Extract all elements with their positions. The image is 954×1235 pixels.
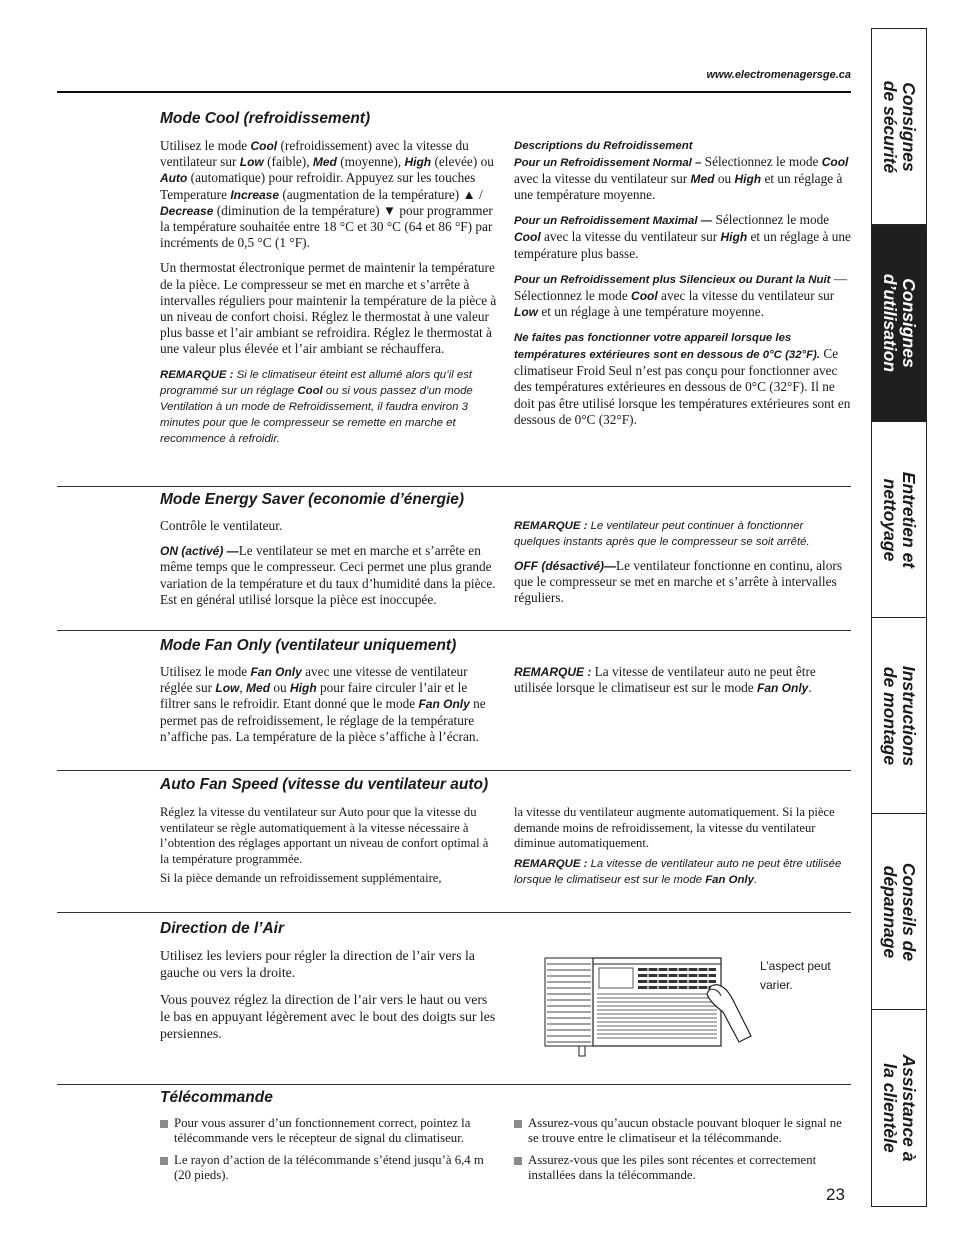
section-heading-fan: Mode Fan Only (ventilateur uniquement) bbox=[160, 637, 457, 654]
tab-consignes-utilisation[interactable]: Consignes d’utilisation bbox=[872, 225, 926, 422]
auto-note: REMARQUE : La vitesse de ventilateur auto ne peut être utilisée lorsque le climatiseur est sur le mode Fan Only. bbox=[514, 857, 842, 886]
auto-paragraph-right: la vitesse du ventilateur augmente automatiquement. Si la pièce demande moins de refroidissement, la vitesse du ventilateur diminue automatiquement. bbox=[514, 805, 835, 851]
energy-right-column bbox=[514, 518, 851, 616]
divider bbox=[57, 1084, 851, 1085]
air-paragraph-2: Vous pouvez réglez la direction de l’air vers le haut ou vers le bas en appuyant légèrement avec le bout des doigts sur les persiennes. bbox=[160, 992, 496, 1041]
energy-note: REMARQUE : Le ventilateur peut continuer à fonctionner quelques instants après que le compresseur se soit arrêté. bbox=[514, 520, 810, 548]
divider bbox=[57, 486, 851, 487]
air-left-column bbox=[160, 947, 497, 1051]
divider bbox=[57, 912, 851, 913]
cool-note: REMARQUE : Si le climatiseur éteint est allumé alors qu’il est programmé sur un réglage Cool ou si vous passez d’un mode Ventilation à un mode de Refroidissement, il faudra environ 3 minutes pour que le compresseur se remette en marche et recommence à refroidir. bbox=[160, 368, 473, 445]
tab-assistance-clientele[interactable]: Assistance à la clientèle bbox=[880, 1054, 919, 1162]
page-number: 23 bbox=[826, 1185, 845, 1204]
cool-maximal: Pour un Refroidissement Maximal — Sélectionnez le mode Cool avec la vitesse du ventilateur sur High et un réglage à une température plus basse. bbox=[514, 212, 851, 261]
bullet-square-icon bbox=[160, 1120, 168, 1128]
energy-on: ON (activé) —Le ventilateur se met en marche et s’arrête en même temps que le compresseur. Ceci permet une plus grande variation de la température et du taux d’humidité dans la pièce. Est en général utilisé lorsque la pièce est inoccupée. bbox=[160, 543, 496, 607]
energy-intro: Contrôle le ventilateur. bbox=[160, 518, 283, 533]
cool-left-column bbox=[160, 138, 497, 455]
air-conditioner-illustration bbox=[543, 950, 758, 1060]
cool-normal: Pour un Refroidissement Normal – Sélectionnez le mode Cool avec la vitesse du ventilateur sur Med ou High et un réglage à une température moyenne. bbox=[514, 154, 849, 203]
tab-conseils-depannage[interactable]: Conseils de dépannage bbox=[872, 814, 926, 1010]
cool-silent: Pour un Refroidissement plus Silencieux ou Durant la Nuit — Sélectionnez le mode Cool avec la vitesse du ventilateur sur Low et un réglage à une température moyenne. bbox=[514, 270, 848, 320]
list-item: Pour vous assurer d’un fonctionnement correct, pointez la télécommande vers le récepteur de signal du climatiseur. bbox=[160, 1116, 497, 1147]
fan-right-column bbox=[514, 664, 851, 705]
cool-paragraph-1: Utilisez le mode Cool (refroidissement) avec la vitesse du ventilateur sur Low (faible), Med (moyenne), High (elevée) ou Auto (automatique) pour refroidir. Appuyez sur les touches Temperature Increase (augmentation de la température) ▲ / Decrease (diminution de la température) ▼ pour programmer la température souhaitée entre 18 °C et 30 °C (64 et 86 °F) par incréments de 0,5 °C (1 °F). bbox=[160, 138, 494, 251]
fan-paragraph: Utilisez le mode Fan Only avec une vitesse de ventilateur réglée sur Low, Med ou High pour faire circuler l’air et le filtrer sans le refroidir. Etant donné que le mode Fan Only ne permet pas de refroidissement, le réglage de la température n’affiche pas. La température de la pièce s’affiche à l’écran. bbox=[160, 664, 486, 744]
header-rule bbox=[57, 91, 851, 93]
section-heading-remote: Télécommande bbox=[160, 1089, 273, 1106]
cool-paragraph-2: Un thermostat électronique permet de maintenir la température de la pièce. Le compresseur se met en marche et s’arrête à intervalles réguliers pour maintenir la température de la pièce à un niveau de confort choisi. Réglez le thermostat à une valeur plus basse et l’air ambiant se refroidira. Réglez le thermostat à une valeur plus élevée et l’air ambiant se réchauffera. bbox=[160, 260, 497, 357]
section-tabs bbox=[871, 28, 927, 1207]
bullet-square-icon bbox=[514, 1157, 522, 1165]
cool-right-column bbox=[514, 138, 851, 437]
divider bbox=[57, 630, 851, 631]
list-item: Assurez-vous qu’aucun obstacle pouvant bloquer le signal ne se trouve entre le climatiseur et la télécommande. bbox=[514, 1116, 851, 1147]
auto-left-column bbox=[160, 805, 497, 896]
energy-left-column bbox=[160, 518, 497, 617]
list-item: Assurez-vous que les piles sont récentes et correctement installées dans la télécommande. bbox=[514, 1153, 851, 1184]
fan-note: REMARQUE : La vitesse de ventilateur auto ne peut être utilisée lorsque le climatiseur est sur le mode Fan Only. bbox=[514, 664, 816, 696]
divider bbox=[57, 770, 851, 771]
cool-cold-warning: Ne faites pas fonctionner votre appareil lorsque les températures extérieures sont en dessous de 0°C (32°F). Ce climatiseur Froid Seul n’est pas conçu pour fonctionner avec des températures extérieures en dessous de 0°C (32°F). Il ne doit pas être utilisé lorsque les températures extérieures sont en dessous de 0°C (32°F). bbox=[514, 332, 851, 427]
auto-paragraph-1: Réglez la vitesse du ventilateur sur Auto pour que la vitesse du ventilateur se règle automatiquement à la vitesse nécessaire à l’obtention des réglages apportant un niveau de confort optimal à la température programmée. bbox=[160, 805, 489, 866]
auto-paragraph-2: Si la pièce demande un refroidissement supplémentaire, bbox=[160, 871, 442, 886]
tab-consignes-securite[interactable]: Consignes de sécurité bbox=[872, 29, 926, 225]
remote-left-column bbox=[160, 1116, 497, 1190]
auto-right-column bbox=[514, 805, 851, 896]
air-paragraph-1: Utilisez les leviers pour régler la direction de l’air vers la gauche ou vers la droite. bbox=[160, 948, 475, 980]
website-url[interactable]: www.electromenagersge.ca bbox=[706, 69, 851, 81]
section-heading-auto: Auto Fan Speed (vitesse du ventilateur auto) bbox=[160, 776, 489, 793]
bullet-square-icon bbox=[514, 1120, 522, 1128]
section-heading-cool: Mode Cool (refroidissement) bbox=[160, 110, 371, 127]
list-item: Le rayon d’action de la télécommande s’étend jusqu’à 6,4 m (20 pieds). bbox=[160, 1153, 497, 1184]
tab-instructions-montage[interactable]: Instructions de montage bbox=[872, 618, 926, 814]
bullet-square-icon bbox=[160, 1157, 168, 1165]
remote-right-column bbox=[514, 1116, 851, 1190]
cool-descriptions-title: Descriptions du Refroidissement bbox=[514, 140, 693, 152]
tab-entretien-nettoyage[interactable]: Entretien et nettoyage bbox=[872, 422, 926, 618]
illustration-caption: L’aspect peut varier. bbox=[760, 959, 831, 992]
section-heading-energy: Mode Energy Saver (economie d’énergie) bbox=[160, 491, 465, 508]
fan-left-column bbox=[160, 664, 497, 754]
section-heading-air: Direction de l’Air bbox=[160, 920, 285, 937]
energy-off: OFF (désactivé)—Le ventilateur fonctionne en continu, alors que le compresseur se met en marche et s’arrête à intervalles réguliers. bbox=[514, 558, 843, 606]
